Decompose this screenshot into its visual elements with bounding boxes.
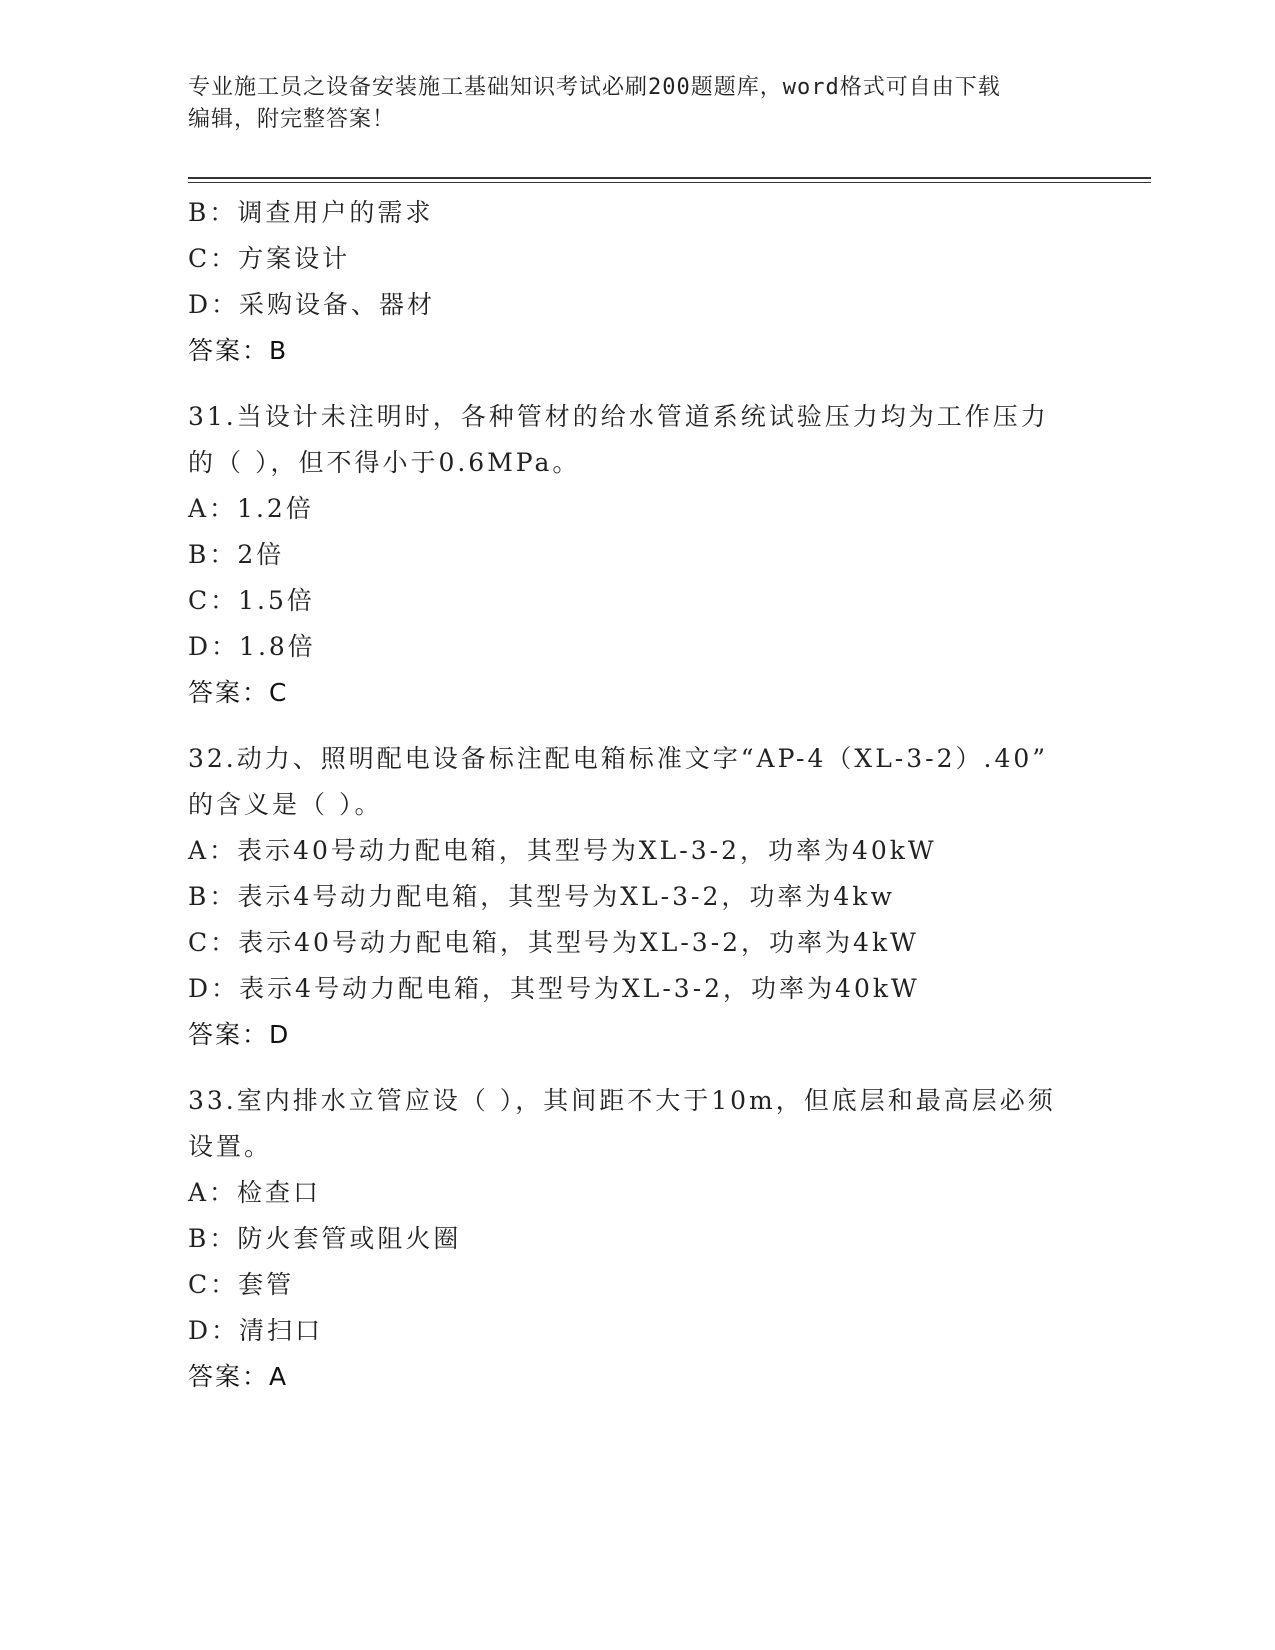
question-list bbox=[188, 190, 1088, 1420]
question-stem-continued: 的含义是（ ）。 bbox=[188, 790, 383, 819]
question-31 bbox=[188, 394, 1088, 716]
header-title-line-2: 编辑，附完整答案！ bbox=[188, 107, 396, 132]
question-stem: 32.动力、照明配电设备标注配电箱标准文字“AP-4（XL-3-2）.40” bbox=[188, 744, 1049, 773]
option-a: A：表示40号动力配电箱，其型号为XL-3-2，功率为40kW bbox=[188, 836, 937, 865]
option-b: B：防火套管或阻火圈 bbox=[188, 1224, 462, 1253]
option-d: D：采购设备、器材 bbox=[188, 290, 436, 319]
answer-line: 答案：B bbox=[188, 336, 289, 365]
option-b: B：表示4号动力配电箱，其型号为XL-3-2，功率为4kw bbox=[188, 882, 895, 911]
option-d: D：清扫口 bbox=[188, 1316, 324, 1345]
answer-line: 答案：C bbox=[188, 678, 289, 707]
option-d: D：1.8倍 bbox=[188, 632, 316, 661]
option-c: C：套管 bbox=[188, 1270, 295, 1299]
question-stem-continued: 设置。 bbox=[188, 1132, 273, 1161]
option-c: C：1.5倍 bbox=[188, 586, 315, 615]
header-divider-thin bbox=[188, 182, 1151, 183]
option-a: A：检查口 bbox=[188, 1178, 322, 1207]
question-stem: 31.当设计未注明时，各种管材的给水管道系统试验压力均为工作压力 bbox=[188, 402, 1049, 431]
answer-line: 答案：A bbox=[188, 1362, 289, 1391]
question-33 bbox=[188, 1078, 1088, 1400]
option-a: A：1.2倍 bbox=[188, 494, 314, 523]
question-stem-continued: 的（ ），但不得小于0.6MPa。 bbox=[188, 448, 581, 477]
question-stem: 33.室内排水立管应设（ ），其间距不大于10m，但底层和最高层必须 bbox=[188, 1086, 1056, 1115]
option-b: B：调查用户的需求 bbox=[188, 198, 434, 227]
header-title-line-1: 专业施工员之设备安装施工基础知识考试必刷200题题库，word格式可自由下载 bbox=[188, 75, 1001, 100]
document-header bbox=[188, 72, 1088, 136]
question-30-tail bbox=[188, 190, 1088, 374]
option-c: C：方案设计 bbox=[188, 244, 351, 273]
header-divider-thick bbox=[188, 177, 1151, 179]
option-c: C：表示40号动力配电箱，其型号为XL-3-2，功率为4kW bbox=[188, 928, 919, 957]
question-32 bbox=[188, 736, 1088, 1058]
option-d: D：表示4号动力配电箱，其型号为XL-3-2，功率为40kW bbox=[188, 974, 920, 1003]
answer-line: 答案：D bbox=[188, 1020, 291, 1049]
option-b: B：2倍 bbox=[188, 540, 285, 569]
